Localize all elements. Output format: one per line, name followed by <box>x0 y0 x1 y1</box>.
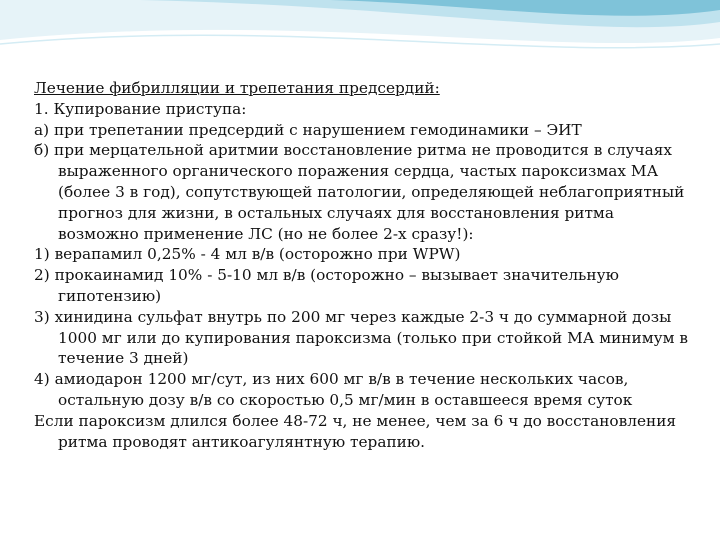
header-wave-decoration <box>0 0 720 80</box>
slide-body <box>34 78 694 452</box>
paragraph-procainamide: 2) прокаинамид 10% - 5-10 мл в/в (осторожно – вызывает значительную гипотензию) <box>34 266 619 305</box>
paragraph-a: а) при трепетании предсердий с нарушением гемодинамики – ЭИТ <box>34 120 582 139</box>
paragraph-b: б) при мерцательной аритмии восстановление ритма не проводится в случаях выраженного органического поражения сердца, частых пароксизмах МА (более 3 в год), сопутствующей патологии, определяющей неблагоприятный прогноз для жизни, в остальных случаях для восстановления ритма возможно применение ЛС (но не более 2-х сразу!): <box>34 141 685 243</box>
slide-title: Лечение фибрилляции и трепетания предсердий: <box>34 79 440 97</box>
paragraph-step-1: 1. Купирование приступа: <box>34 99 247 118</box>
paragraph-verapamil: 1) верапамил 0,25% - 4 мл в/в (осторожно при WPW) <box>34 245 461 264</box>
paragraph-quinidine: 3) хинидина сульфат внутрь по 200 мг через каждые 2-3 ч до суммарной дозы 1000 мг или до купирования пароксизма (только при стойкой МА минимум в течение 3 дней) <box>34 307 688 368</box>
paragraph-anticoagulant: Если пароксизм длился более 48-72 ч, не менее, чем за 6 ч до восстановления ритма проводят антикоагулянтную терапию. <box>34 411 677 451</box>
paragraph-amiodarone: 4) амиодарон 1200 мг/сут, из них 600 мг в/в в течение нескольких часов, остальную дозу в/в со скоростью 0,5 мг/мин в оставшееся время суток <box>34 370 633 409</box>
